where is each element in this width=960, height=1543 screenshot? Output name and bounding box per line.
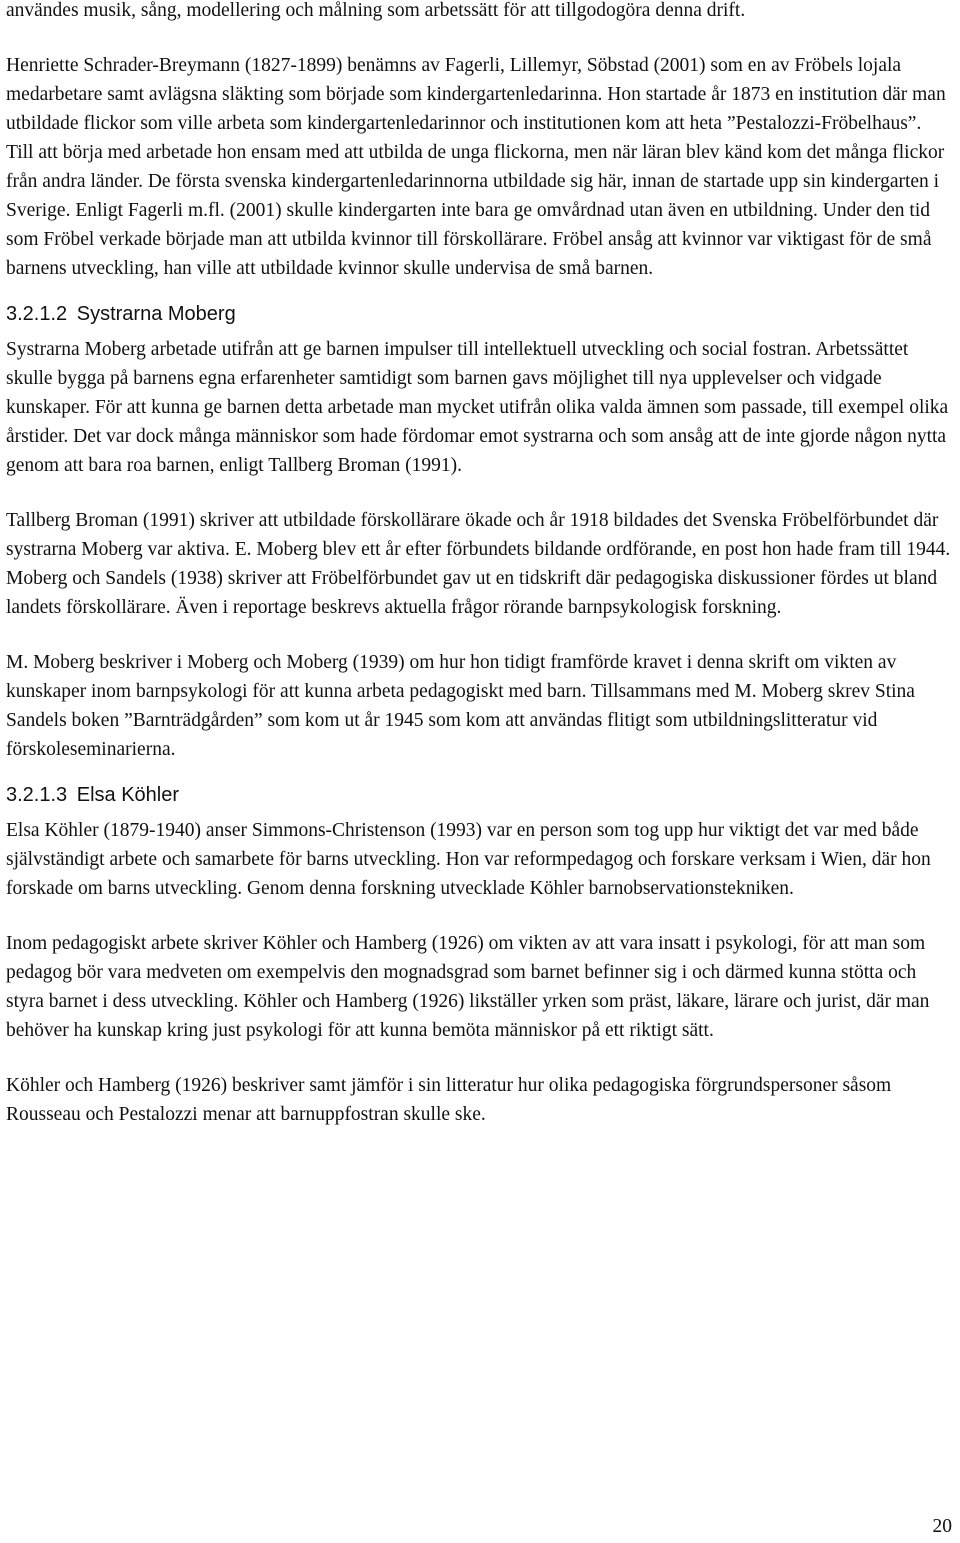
section-number: 3.2.1.3 [6,784,68,806]
section-number: 3.2.1.2 [6,303,68,325]
section-title: Systrarna Moberg [76,303,236,325]
section-title: Elsa Köhler [76,784,180,806]
body-paragraph: Inom pedagogiskt arbete skriver Köhler och Hamberg (1926) om vikten av att vara insatt i psykologi, för att man som pedagog bör vara medveten om exempelvis den mognadsgrad som barnet befinner sig i och därmed kunna stötta och styra barnet i dess utveckling. Köhler och Hamberg (1926) likställer yrken som präst, läkare, lärare och jurist, där man behöver ha kunskap kring just psykologi för att kunna bemöta människor på ett riktigt sätt. [6,933,930,1041]
body-paragraph: Henriette Schrader-Breymann (1827-1899) benämns av Fagerli, Lillemyr, Söbstad (2001) som en av Fröbels lojala medarbetare samt avlägsna släkting som började som kindergartenledarinna. Hon startade år 1873 en institution där man utbildade flickor som ville arbeta som kindergartenledarinnor och institutionen kom att heta ”Pestalozzi-Fröbelhaus”. Till att börja med arbetade hon ensam med att utbilda de unga flickorna, men när läran blev känd kom det många flickor från andra länder. De första svenska kindergartenledarinnorna utbildade sig här, innan de startade upp sin kindergarten i Sverige. Enligt Fagerli m.fl. (2001) skulle kindergarten inte bara ge omvårdnad utan även en utbildning. Under den tid som Fröbel verkade började man att utbilda kvinnor till förskollärare. Fröbel ansåg att kvinnor var viktigast för de små barnens utveckling, han ville att utbildade kvinnor skulle undervisa de små barnen. [6,55,946,279]
body-paragraph: Elsa Köhler (1879-1940) anser Simmons-Christenson (1993) var en person som tog upp hur viktigt det var med både självständigt arbete och samarbete för barns utveckling. Hon var reformpedagog och forskare verksam i Wien, där hon forskade om barns utveckling. Genom denna forskning utvecklade Köhler barnobservationstekniken. [6,820,931,899]
body-paragraph: Systrarna Moberg arbetade utifrån att ge barnen impulser till intellektuell utveckling och social fostran. Arbetssättet skulle bygga på barnens egna erfarenheter samtidigt som barnen gavs möjlighet till nya upplevelser och vidgade kunskaper. För att kunna ge barnen detta arbetade man mycket utifrån olika valda ämnen som passade, till exempel olika årstider. Det var dock många människor som hade fördomar emot systrarna och som ansåg att de inte gjorde någon nytta genom att bara roa barnen, enligt Tallberg Broman (1991). [6,339,949,476]
section-heading-elsa-kohler [6,782,952,808]
section-heading-systrarna-moberg [6,301,952,327]
page-content [6,0,952,1129]
body-paragraph: Tallberg Broman (1991) skriver att utbildade förskollärare ökade och år 1918 bildades det Svenska Fröbelförbundet där systrarna Moberg var aktiva. E. Moberg blev ett år efter förbundets bildande ordförande, en post hon hade fram till 1944. Moberg och Sandels (1938) skriver att Fröbelförbundet gav ut en tidskrift där pedagogiska diskussioner fördes ut bland landets förskollärare. Även i reportage beskrevs aktuella frågor rörande barnpsykologisk forskning. [6,510,951,618]
body-paragraph: M. Moberg beskriver i Moberg och Moberg (1939) om hur hon tidigt framförde kravet i denna skrift om vikten av kunskaper inom barnpsykologi för att kunna arbeta pedagogiskt med barn. Tillsammans med M. Moberg skrev Stina Sandels boken ”Barnträdgården” som kom ut år 1945 som kom att användas flitigt som utbildningslitteratur vid förskoleseminarierna. [6,652,915,760]
body-paragraph: Köhler och Hamberg (1926) beskriver samt jämför i sin litteratur hur olika pedagogiska förgrundspersoner såsom Rousseau och Pestalozzi menar att barnuppfostran skulle ske. [6,1075,892,1125]
body-paragraph: användes musik, sång, modellering och målning som arbetssätt för att tillgodogöra denna drift. [6,0,746,21]
page-number: 20 [932,1516,952,1537]
